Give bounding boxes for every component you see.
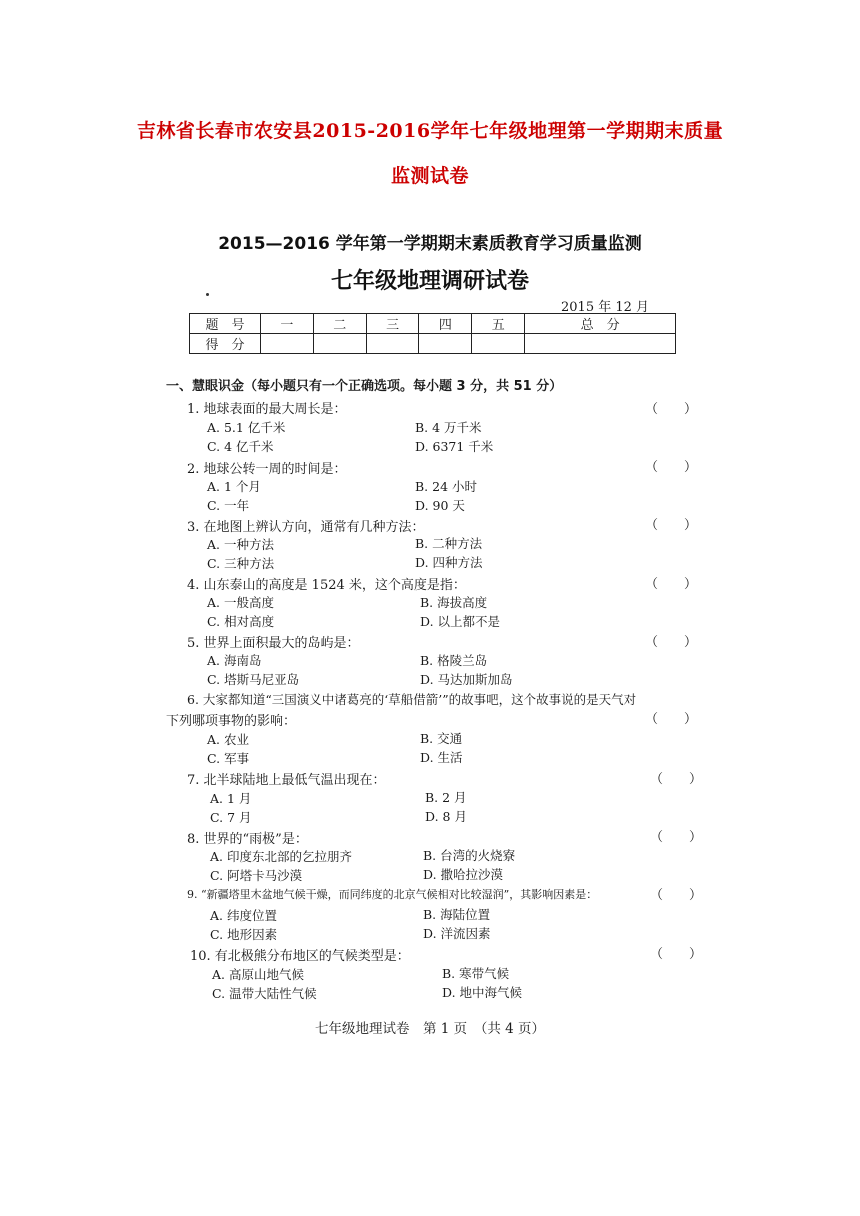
option-b: B. 2 月 xyxy=(425,790,467,805)
option-a: A. 1 月 xyxy=(210,791,252,806)
table-cell xyxy=(472,334,525,354)
score-table-header-row xyxy=(190,314,676,334)
option-a: A. 5.1 亿千米 xyxy=(207,420,286,435)
answer-blank: （ ） xyxy=(645,635,698,650)
option-d: D. 6371 千米 xyxy=(415,439,494,454)
option-a: A. 农业 xyxy=(207,732,249,747)
option-d: D. 地中海气候 xyxy=(442,985,523,1000)
option-a: A. 纬度位置 xyxy=(210,908,277,923)
option-a: A. 一般高度 xyxy=(207,595,274,610)
option-c: C. 4 亿千米 xyxy=(207,439,274,454)
exam-date: 2015 年 12 月 xyxy=(561,300,650,315)
option-b: B. 交通 xyxy=(420,731,463,746)
answer-blank: （ ） xyxy=(650,830,703,845)
answer-blank: （ ） xyxy=(645,402,698,417)
option-b: B. 海拔高度 xyxy=(420,595,488,610)
document-title-line2: 监测试卷 xyxy=(390,165,469,187)
table-cell: 题 号 xyxy=(190,314,261,334)
table-cell xyxy=(261,334,314,354)
table-cell xyxy=(366,334,419,354)
table-cell: 总 分 xyxy=(525,314,676,334)
page-footer: 七年级地理试卷 第 1 页 （共 4 页） xyxy=(314,1021,546,1037)
answer-blank: （ ） xyxy=(650,888,703,903)
option-c: C. 一年 xyxy=(207,498,250,513)
table-cell xyxy=(525,334,676,354)
question-stem: 4. 山东泰山的高度是 1524 米，这个高度是指： xyxy=(187,578,466,593)
table-cell: 二 xyxy=(313,314,366,334)
table-cell: 四 xyxy=(419,314,472,334)
answer-blank: （ ） xyxy=(650,947,703,962)
table-cell xyxy=(419,334,472,354)
paper-title: 七年级地理调研试卷 xyxy=(330,269,529,294)
option-c: C. 军事 xyxy=(207,751,250,766)
score-table xyxy=(189,313,676,354)
document-title-line1: 吉林省长春市农安县2015-2016学年七年级地理第一学期期末质量 xyxy=(136,120,724,142)
option-d: D. 以上都不是 xyxy=(420,614,501,629)
answer-blank: （ ） xyxy=(645,460,698,475)
option-b: B. 4 万千米 xyxy=(415,420,482,435)
table-cell: 五 xyxy=(472,314,525,334)
option-c: C. 7 月 xyxy=(210,810,252,825)
option-c: C. 温带大陆性气候 xyxy=(212,986,317,1001)
option-b: B. 二种方法 xyxy=(415,536,483,551)
exam-header: 2015—2016 学年第一学期期末素质教育学习质量监测 xyxy=(218,234,642,254)
option-d: D. 90 天 xyxy=(415,498,465,513)
section-heading: 一、慧眼识金（每小题只有一个正确选项。每小题 3 分，共 51 分） xyxy=(166,379,563,394)
question-stem: 1. 地球表面的最大周长是： xyxy=(187,402,347,417)
option-b: B. 寒带气候 xyxy=(442,966,510,981)
option-b: B. 24 小时 xyxy=(415,479,478,494)
option-c: C. 阿塔卡马沙漠 xyxy=(210,868,303,883)
option-b: B. 台湾的火烧寮 xyxy=(423,848,516,863)
option-b: B. 格陵兰岛 xyxy=(420,653,488,668)
scan-speck xyxy=(206,293,209,296)
option-c: C. 相对高度 xyxy=(207,614,275,629)
question-stem: 7. 北半球陆地上最低气温出现在： xyxy=(187,773,386,788)
question-stem: 2. 地球公转一周的时间是： xyxy=(187,462,347,477)
answer-blank: （ ） xyxy=(645,577,698,592)
option-d: D. 洋流因素 xyxy=(423,926,491,941)
table-cell: 三 xyxy=(366,314,419,334)
answer-blank: （ ） xyxy=(645,712,698,727)
answer-blank: （ ） xyxy=(650,772,703,787)
score-table-score-row xyxy=(190,334,676,354)
option-d: D. 马达加斯加岛 xyxy=(420,672,513,687)
question-stem: 5. 世界上面积最大的岛屿是： xyxy=(187,636,360,651)
answer-blank: （ ） xyxy=(645,518,698,533)
table-cell: 一 xyxy=(261,314,314,334)
option-d: D. 生活 xyxy=(420,750,463,765)
question-stem: 9. “新疆塔里木盆地气候干燥，而同纬度的北京气候相对比较湿润”，其影响因素是： xyxy=(187,888,598,901)
question-stem: 8. 世界的“雨极”是： xyxy=(187,832,308,847)
table-cell: 得 分 xyxy=(190,334,261,354)
option-d: D. 四种方法 xyxy=(415,555,483,570)
option-a: A. 1 个月 xyxy=(207,479,261,494)
question-stem-continued: 下列哪项事物的影响： xyxy=(166,714,297,729)
option-a: A. 海南岛 xyxy=(207,653,262,668)
table-cell xyxy=(313,334,366,354)
question-stem: 10. 有北极熊分布地区的气候类型是： xyxy=(190,949,410,964)
option-c: C. 地形因素 xyxy=(210,927,278,942)
question-stem: 6. 大家都知道“三国演义中诸葛亮的‘草船借箭’”的故事吧，这个故事说的是天气对 xyxy=(187,692,637,707)
option-b: B. 海陆位置 xyxy=(423,907,491,922)
option-c: C. 三种方法 xyxy=(207,556,275,571)
option-c: C. 塔斯马尼亚岛 xyxy=(207,672,300,687)
option-d: D. 撒哈拉沙漠 xyxy=(423,867,504,882)
option-d: D. 8 月 xyxy=(425,809,467,824)
option-a: A. 一种方法 xyxy=(207,537,274,552)
option-a: A. 印度东北部的乞拉朋齐 xyxy=(210,849,352,864)
option-a: A. 高原山地气候 xyxy=(212,967,304,982)
question-stem: 3. 在地图上辨认方向，通常有几种方法： xyxy=(187,520,425,535)
